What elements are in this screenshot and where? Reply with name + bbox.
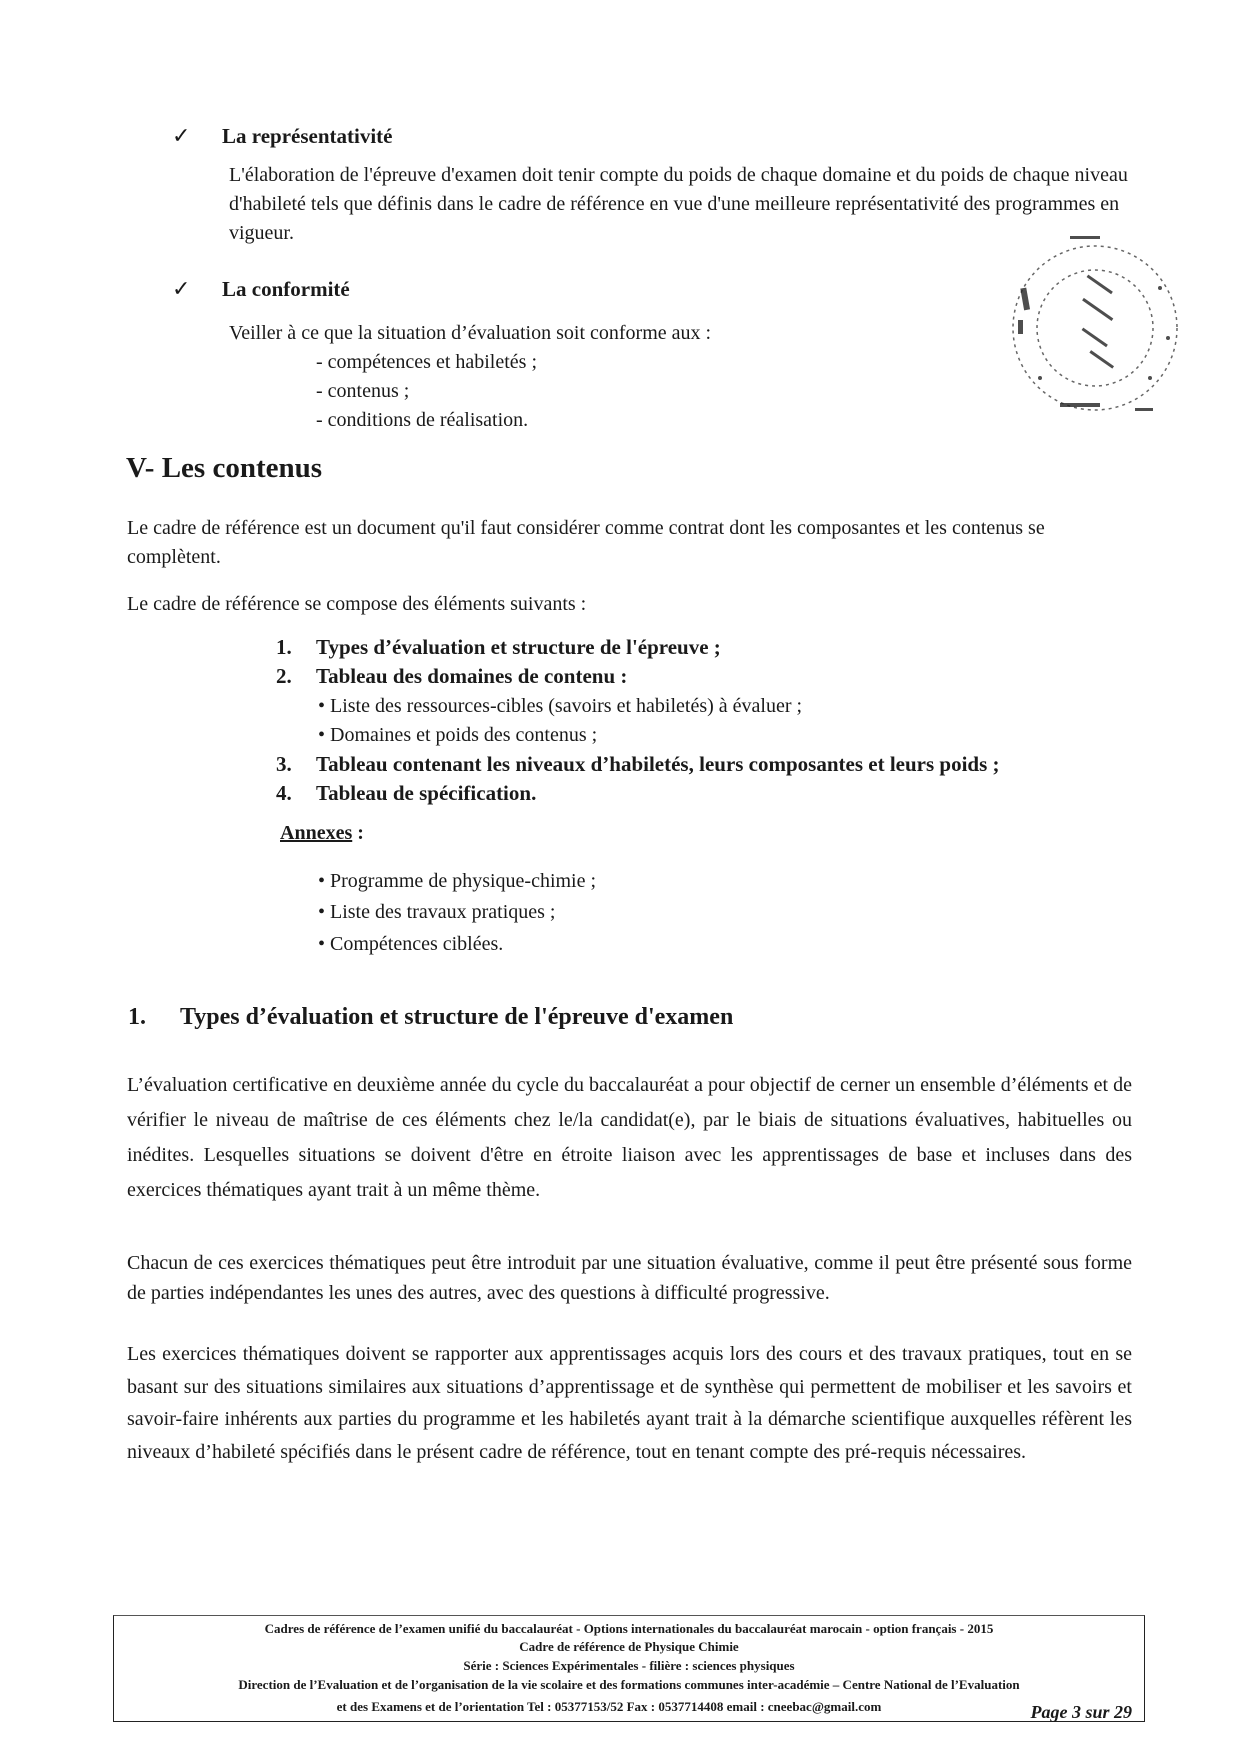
annex-item: • Programme de physique-chimie ; (318, 870, 597, 892)
list-item (276, 633, 721, 662)
list-item (276, 662, 627, 691)
body-paragraph: Chacun de ces exercices thématiques peut être introduit par une situation évaluative, comme il peut être présenté sous forme de parties indépendantes les unes des autres, avec des questions à difficulté progressive. (127, 1252, 1132, 1304)
conformity-intro: Veiller à ce que la situation d’évaluation soit conforme aux : (229, 322, 712, 344)
conformity-heading: La conformité (222, 277, 350, 301)
footer-line: Série : Sciences Expérimentales - filière : sciences physiques (463, 1658, 795, 1673)
list-text: Tableau contenant les niveaux d’habiletés, leurs composantes et leurs poids ; (316, 752, 1000, 776)
annexes-label: Annexes (280, 822, 353, 844)
page-number: Page 3 sur 29 (1030, 1702, 1132, 1722)
list-text: Types d’évaluation et structure de l'épreuve ; (316, 635, 721, 659)
list-number: 3. (276, 752, 292, 776)
page-footer (113, 1615, 1145, 1722)
subsection-number: 1. (128, 1004, 146, 1030)
list-number: 1. (276, 635, 292, 659)
annexes-colon: : (352, 822, 364, 844)
representativity-text: L'élaboration de l'épreuve d'examen doit tenir compte du poids de chaque domaine et du poids de chaque niveau d'habileté tels que définis dans le cadre de référence en vue d'une meilleure représentativité des programmes en vigueur. (229, 164, 1128, 244)
contents-paragraph: Le cadre de référence est un document qu'il faut considérer comme contrat dont les composantes et les contenus se complètent. (127, 517, 1045, 568)
list-item (276, 779, 536, 808)
subsection-text: Types d’évaluation et structure de l'épreuve d'examen (180, 1004, 734, 1030)
conformity-item: - conditions de réalisation. (316, 409, 529, 431)
conformity-item: - contenus ; (316, 380, 410, 402)
list-text: Tableau des domaines de contenu : (316, 664, 628, 688)
footer-line: Cadres de référence de l’examen unifié du baccalauréat - Options internationales du baccalauréat marocain - option français - 2015 (264, 1621, 994, 1636)
body-paragraph: L’évaluation certificative en deuxième année du cycle du baccalauréat a pour objectif de cerner un ensemble d’éléments et de vérifier le niveau de maîtrise de ces éléments chez le/la candidat(e), par le biais de situations évaluatives, habituelles ou inédites. Lesquelles situations se doivent d'être en étroite liaison avec les apprentissages de base et incluses dans des exercices thématiques ayant trait à un même thème. (127, 1074, 1132, 1201)
footer-line: Direction de l’Evaluation et de l’organisation de la vie scolaire et des formations communes inter-académie – Centre National de l’Evaluation (238, 1677, 1020, 1692)
subsection-title (128, 1004, 733, 1031)
footer-line: et des Examens et de l’orientation Tel : 05377153/52 Fax : 0537714408 email : cneebac@gmail.com (336, 1699, 882, 1714)
contents-intro: Le cadre de référence se compose des éléments suivants : (127, 593, 587, 615)
checkmark-icon: ✓ (172, 124, 191, 149)
official-stamp (1000, 228, 1190, 428)
body-paragraph: Les exercices thématiques doivent se rapporter aux apprentissages acquis lors des cours et des travaux pratiques, tout en se basant sur des situations similaires aux situations d’apprentissage et de synthèse qui permettent de mobiliser et les savoirs et savoir-faire inhérents aux parties du programme et les habiletés ayant trait à la démarche scientifique auxquelles réfèrent les niveaux d’habileté spécifiés dans le présent cadre de référence, tout en tenant compte des pré-requis nécessaires. (127, 1343, 1132, 1463)
sub-list-item: • Liste des ressources-cibles (savoirs et habiletés) à évaluer ; (318, 695, 803, 717)
annex-item: • Compétences ciblées. (318, 933, 504, 955)
annexes-heading (280, 822, 364, 845)
list-number: 2. (276, 664, 292, 688)
list-item (276, 750, 1000, 779)
section-title: V- Les contenus (126, 452, 323, 484)
annex-item: • Liste des travaux pratiques ; (318, 901, 556, 923)
sub-list-item: • Domaines et poids des contenus ; (318, 724, 598, 746)
footer-line: Cadre de référence de Physique Chimie (519, 1639, 739, 1654)
representativity-heading: La représentativité (222, 124, 393, 148)
conformity-item: - compétences et habiletés ; (316, 351, 538, 373)
list-text: Tableau de spécification. (316, 781, 537, 805)
checkmark-icon: ✓ (172, 277, 191, 302)
list-number: 4. (276, 781, 292, 805)
